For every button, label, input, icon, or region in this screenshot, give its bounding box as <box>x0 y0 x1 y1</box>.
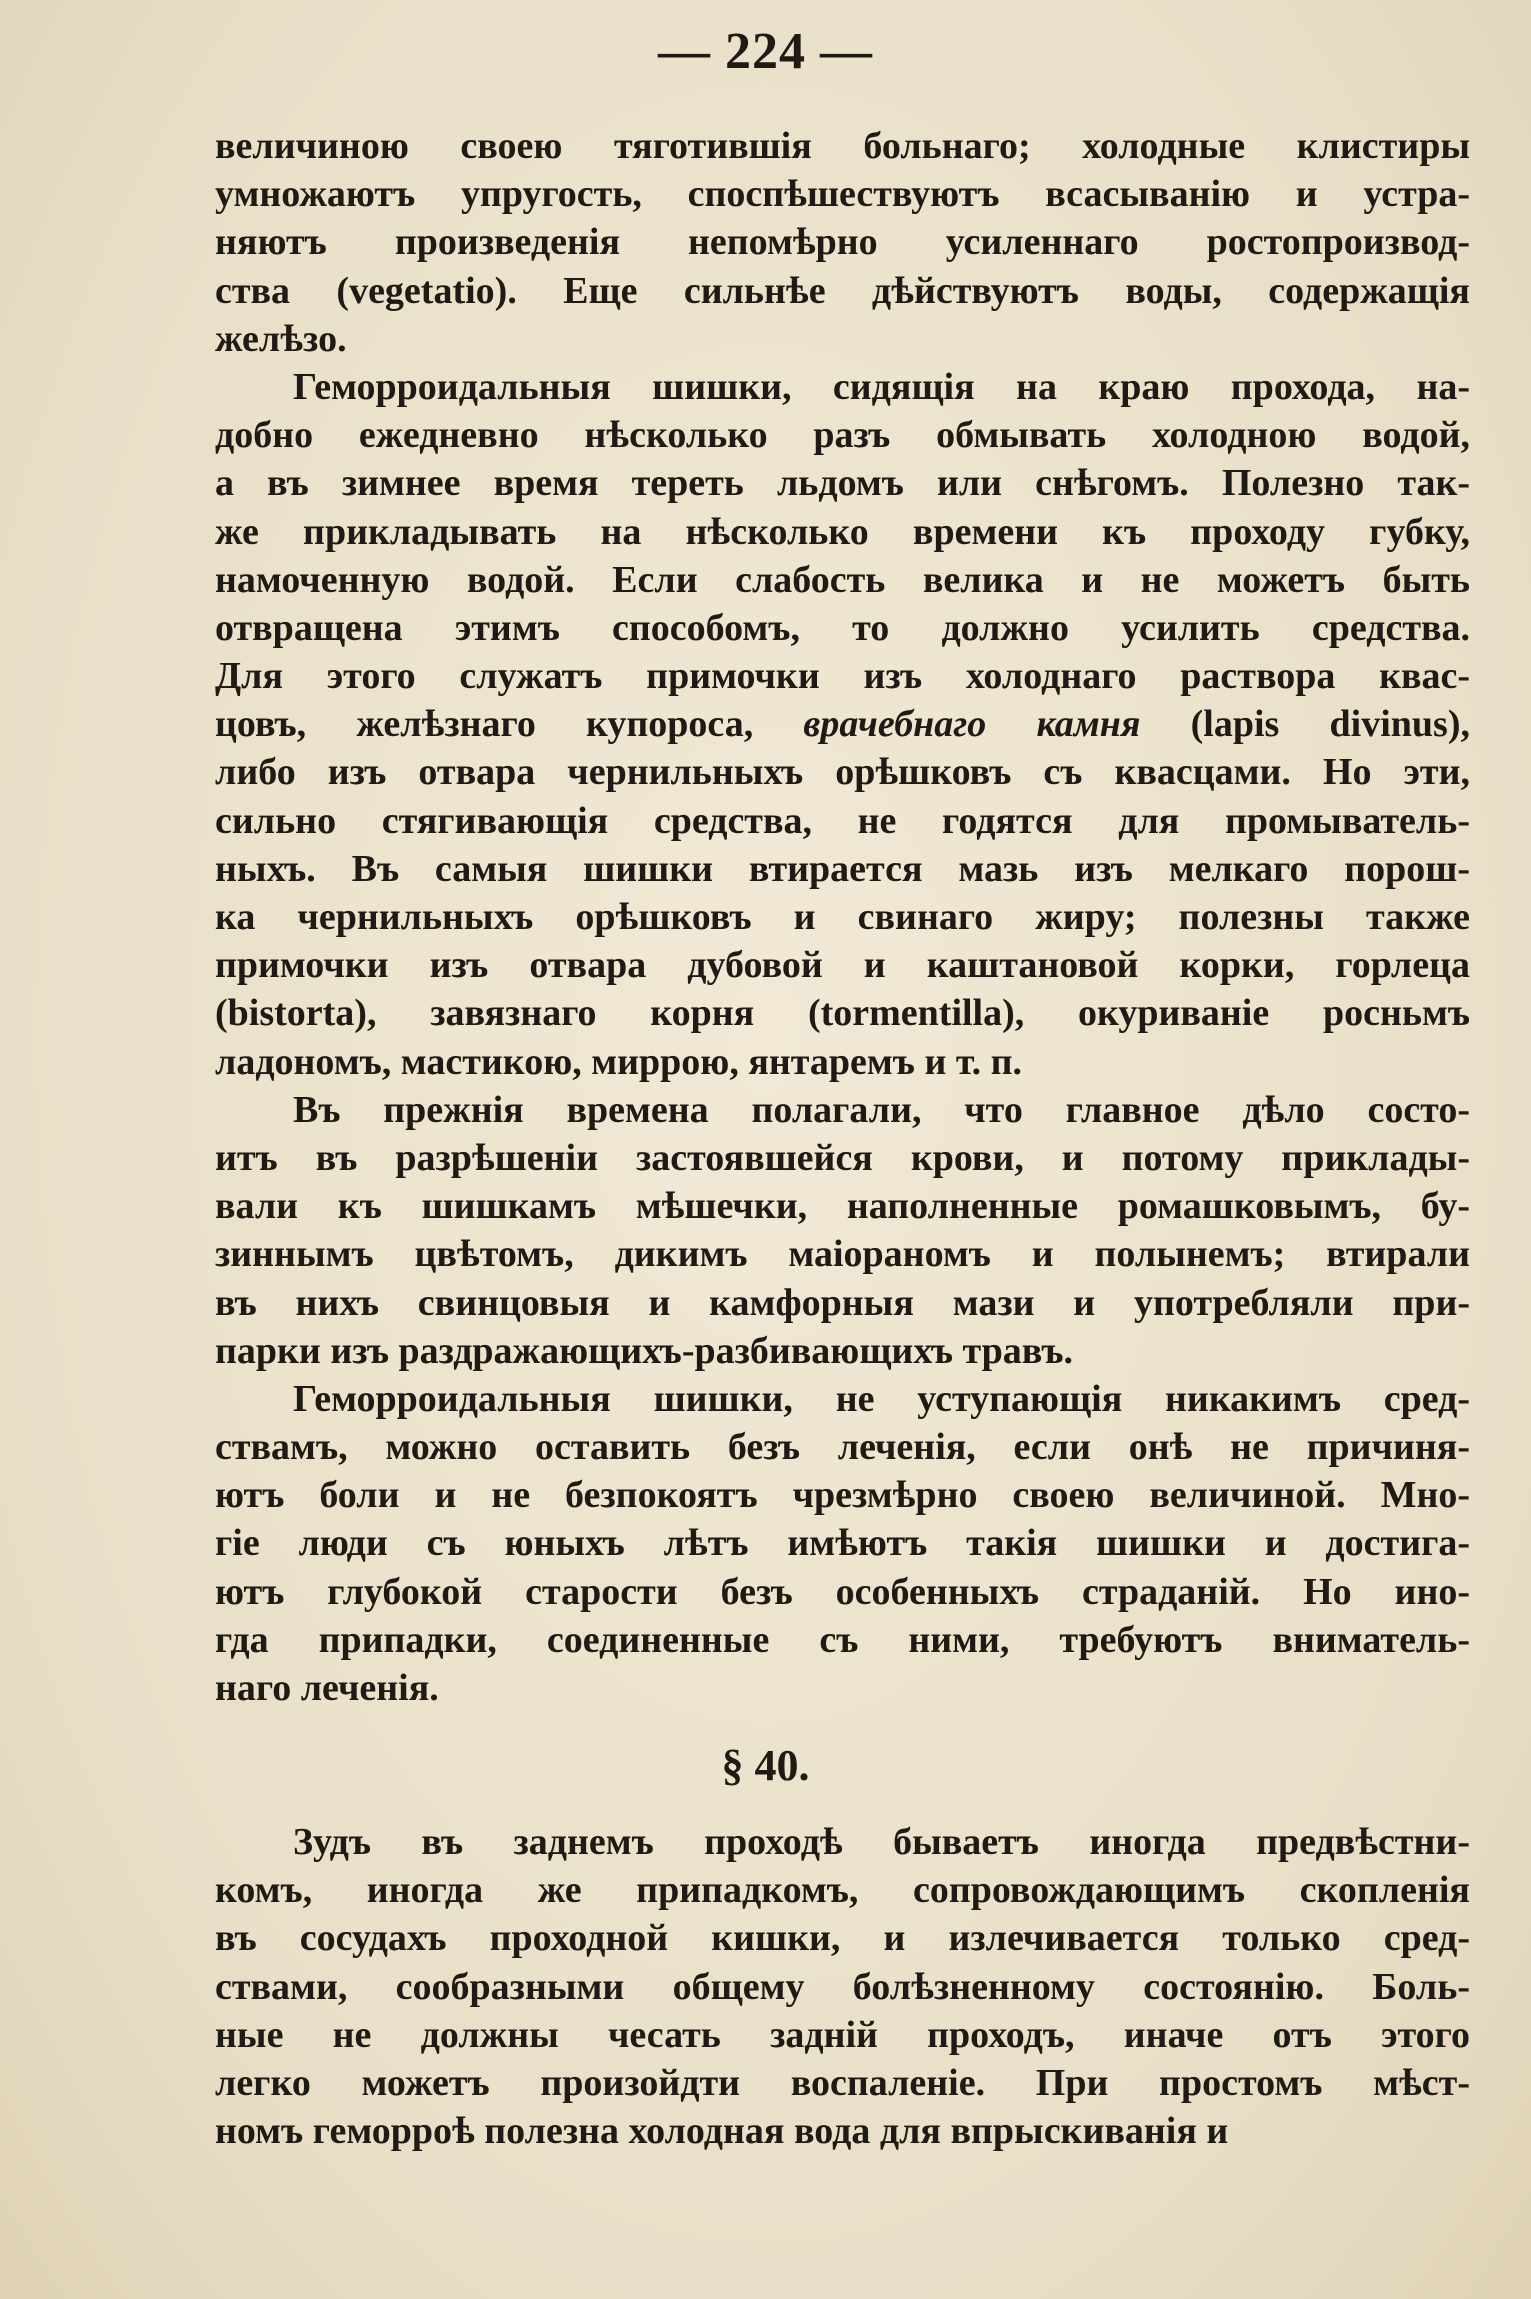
text-line: добно ежедневно нѣсколько разъ обмывать холодною водой, <box>215 414 1470 457</box>
text-line: няютъ произведенія непомѣрно усиленнаго ростопроизвод- <box>215 221 1470 264</box>
text-line: намоченную водой. Если слабость велика и не можетъ быть <box>215 558 1470 601</box>
text-line: ствамъ, можно оставить безъ леченія, если онѣ не причиня- <box>215 1426 1470 1469</box>
text-line: Геморроидальныя шишки, сидящія на краю прохода, на- <box>293 365 1470 408</box>
text-line: зиннымъ цвѣтомъ, дикимъ маіораномъ и полынемъ; втирали <box>215 1233 1470 1276</box>
body-text <box>215 122 1470 1712</box>
text-line: ства (vegetatio). Еще сильнѣе дѣйствуютъ воды, содержащія <box>215 269 1470 312</box>
text-line: (bistorta), завязнаго корня (tormentilla), окуриваніе росньмъ <box>215 992 1470 1035</box>
text-line: величиною своею тяготившія больнаго; холодные клистиры <box>215 125 1470 167</box>
text-line: Для этого служатъ примочки изъ холоднаго раствора квас- <box>215 655 1470 698</box>
paragraph <box>215 363 1470 1086</box>
text-line: а въ зимнее время тереть льдомъ или снѣгомъ. Полезно так- <box>215 462 1470 505</box>
paragraph <box>215 1375 1470 1712</box>
paragraph <box>215 122 1470 363</box>
text-line: ствами, сообразными общему болѣзненному состоянію. Боль- <box>215 1965 1470 2008</box>
text-line: ные не должны чесать задній проходъ, иначе отъ этого <box>215 2013 1470 2056</box>
text-line: Зудъ въ заднемъ проходѣ бываетъ иногда предвѣстни- <box>293 1821 1470 1863</box>
page-number: — 224 — <box>658 23 873 80</box>
text-line: сильно стягивающія средства, не годятся для промыватель- <box>215 799 1470 842</box>
text-line: легко можетъ произойдти воспаленіе. При простомъ мѣст- <box>215 2061 1470 2104</box>
text-line: желѣзо. <box>215 317 347 360</box>
text-line: комъ, иногда же припадкомъ, сопровождающимъ скопленія <box>215 1869 1470 1912</box>
text-line: умножаютъ упругость, споспѣшествуютъ всасыванію и устра- <box>215 173 1470 216</box>
text-line: ладономъ, мастикою, миррою, янтаремъ и т. п. <box>215 1040 1023 1083</box>
text-line: цовъ, желѣзнаго купороса, врачебнаго камня (lapis divinus), <box>215 703 1470 746</box>
text-line: номъ геморроѣ полезна холодная вода для впрыскиванія и <box>215 2110 1229 2153</box>
text-line: парки изъ раздражающихъ-разбивающихъ травъ. <box>215 1329 1074 1372</box>
text-line: отвращена этимъ способомъ, то должно усилить средства. <box>215 606 1470 649</box>
paragraph <box>215 1086 1470 1375</box>
text-line: примочки изъ отвара дубовой и каштановой корки, горлеца <box>215 944 1470 987</box>
text-line: гіе люди съ юныхъ лѣтъ имѣютъ такія шишки и достига- <box>215 1522 1470 1565</box>
text-line: либо изъ отвара чернильныхъ орѣшковъ съ квасцами. Но эти, <box>215 751 1470 794</box>
text-line: Геморроидальныя шишки, не уступающія никакимъ сред- <box>293 1377 1470 1420</box>
text-line: ныхъ. Въ самыя шишки втирается мазь изъ мелкаго порош- <box>215 847 1470 890</box>
text-line: ка чернильныхъ орѣшковъ и свинаго жиру; полезны также <box>215 896 1470 938</box>
text-line: же прикладывать на нѣсколько времени къ проходу губку, <box>215 510 1470 553</box>
text-line: итъ въ разрѣшеніи застоявшейся крови, и потому приклады- <box>215 1136 1470 1179</box>
text-line: ютъ боли и не безпокоятъ чрезмѣрно своею величиной. Мно- <box>215 1474 1470 1517</box>
section-heading: § 40. <box>721 1741 810 1790</box>
paragraph <box>215 1818 1470 2155</box>
text-line: Въ прежнія времена полагали, что главное дѣло состо- <box>293 1088 1470 1131</box>
text-line: въ нихъ свинцовыя и камфорныя мази и употребляли при- <box>215 1281 1470 1324</box>
text-line: гда припадки, соединенные съ ними, требуютъ вниматель- <box>215 1618 1470 1661</box>
text-line: вали къ шишкамъ мѣшечки, наполненные ромашковымъ, бу- <box>215 1185 1470 1228</box>
text-line: ютъ глубокой старости безъ особенныхъ страданій. Но ино- <box>215 1570 1470 1613</box>
text-line: наго леченія. <box>215 1667 439 1709</box>
section-body-text <box>215 1818 1470 2155</box>
text-line: въ сосудахъ проходной кишки, и излечивается только сред- <box>215 1917 1470 1960</box>
